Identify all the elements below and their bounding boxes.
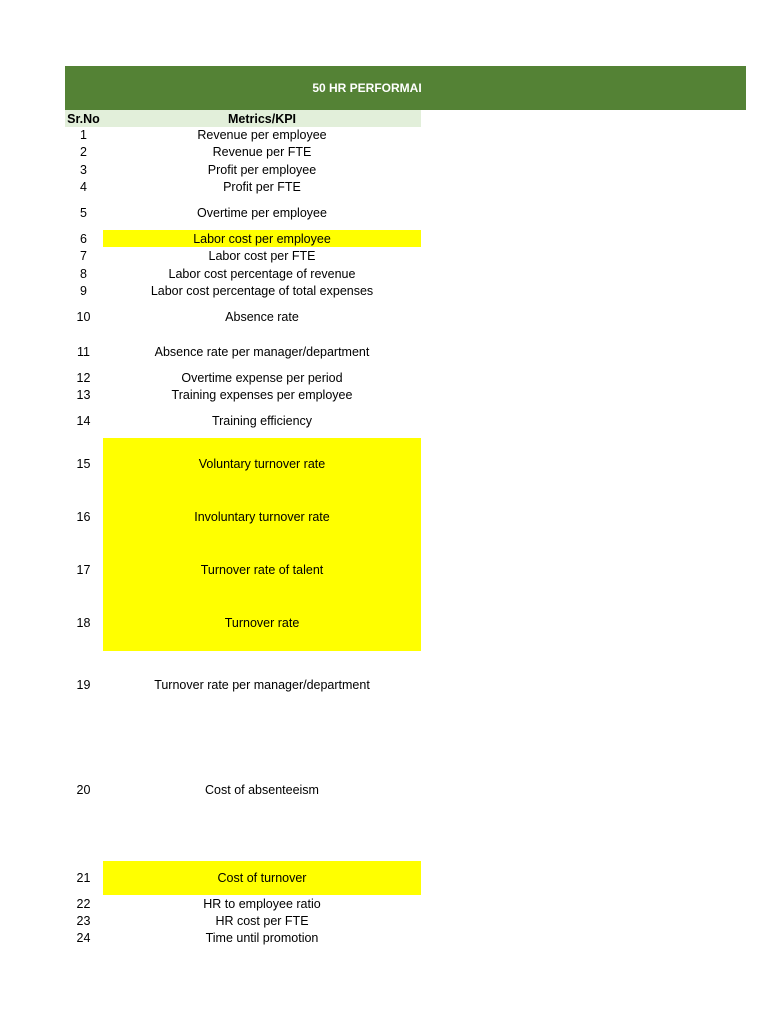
column-header-sr-no: Sr.No bbox=[67, 111, 100, 126]
metric-label: Turnover rate bbox=[224, 615, 300, 630]
row-number: 15 bbox=[76, 456, 91, 471]
row-number: 5 bbox=[80, 205, 87, 220]
row-number: 9 bbox=[80, 283, 87, 298]
row-number: 8 bbox=[80, 266, 87, 281]
metric-label: Cost of turnover bbox=[217, 870, 307, 885]
table-header bbox=[65, 110, 421, 127]
row-number: 18 bbox=[76, 615, 91, 630]
row-number: 6 bbox=[80, 231, 87, 246]
metric-label: Time until promotion bbox=[205, 930, 319, 945]
metric-label: Labor cost per FTE bbox=[208, 248, 316, 263]
metric-label: Absence rate bbox=[225, 309, 299, 324]
metric-label: Revenue per employee bbox=[197, 127, 327, 142]
metric-label: HR cost per FTE bbox=[215, 913, 309, 928]
row-number: 10 bbox=[76, 309, 91, 324]
row-number: 12 bbox=[76, 370, 91, 385]
title-banner bbox=[65, 66, 746, 110]
row-number: 20 bbox=[76, 782, 91, 797]
row-number: 11 bbox=[77, 344, 90, 359]
metric-label: Overtime expense per period bbox=[181, 370, 343, 385]
row-number: 13 bbox=[76, 387, 91, 402]
metric-label: Training expenses per employee bbox=[171, 387, 353, 402]
metric-label: HR to employee ratio bbox=[203, 896, 321, 911]
metric-label: Turnover rate per manager/department bbox=[154, 677, 370, 692]
metric-label: Profit per FTE bbox=[223, 179, 301, 194]
row-number: 21 bbox=[76, 870, 91, 885]
row-number: 1 bbox=[80, 127, 87, 142]
sheet-title: 50 HR PERFORMAI bbox=[312, 81, 422, 95]
metric-label: Absence rate per manager/department bbox=[154, 344, 370, 359]
metric-label: Labor cost percentage of total expenses bbox=[150, 283, 374, 298]
metric-label: Training efficiency bbox=[211, 413, 313, 428]
metric-label: Cost of absenteeism bbox=[205, 782, 319, 797]
row-number: 23 bbox=[76, 913, 91, 928]
column-header-metric: Metrics/KPI bbox=[227, 111, 297, 126]
metric-label: Labor cost per employee bbox=[193, 231, 331, 246]
row-number: 16 bbox=[76, 509, 91, 524]
row-number: 3 bbox=[80, 162, 87, 177]
metric-label: Involuntary turnover rate bbox=[194, 509, 330, 524]
row-number: 7 bbox=[80, 248, 87, 263]
metric-label: Overtime per employee bbox=[197, 205, 327, 220]
row-number: 19 bbox=[76, 677, 91, 692]
metric-label: Revenue per FTE bbox=[212, 144, 312, 159]
metric-label: Voluntary turnover rate bbox=[198, 456, 326, 471]
row-number: 14 bbox=[76, 413, 91, 428]
row-number: 22 bbox=[76, 896, 91, 911]
row-number: 24 bbox=[76, 930, 91, 945]
row-number: 17 bbox=[76, 562, 91, 577]
metric-label: Profit per employee bbox=[207, 162, 317, 177]
metric-label: Turnover rate of talent bbox=[200, 562, 324, 577]
row-number: 2 bbox=[80, 144, 87, 159]
metric-label: Labor cost percentage of revenue bbox=[168, 266, 356, 281]
row-number: 4 bbox=[80, 179, 87, 194]
